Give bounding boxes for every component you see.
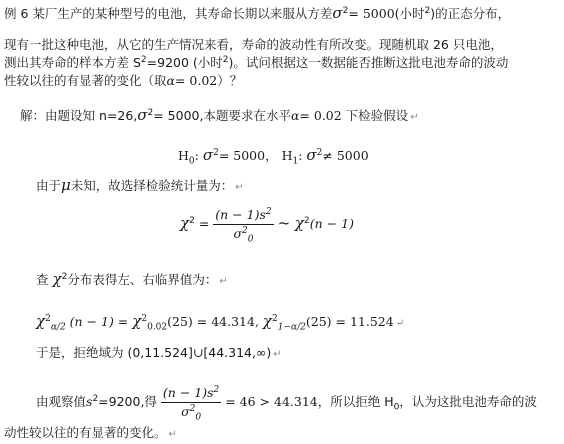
- critical-values: $\chi^2_{\alpha/2}$ $(n - 1) = \chi^2_{0.02}(25) = 44.314$, $\chi^2_{1-\alpha/2}(25) = 11.524$ ↵: [36, 312, 405, 333]
- mu-unknown-line: 由于μ未知，故选择检验统计量为： ↵: [36, 176, 244, 194]
- conclusion-line: 动性较以往的有显著的变化。 ↵: [4, 425, 177, 440]
- problem-line-4: 性较以往的有显著的变化（取α= 0.02）？: [4, 73, 243, 88]
- solution-intro: 解：由题设知 $n=26,\sigma^2= 5000$,本题要求在水平α= 0.02 下检验假设 ↵: [20, 106, 419, 124]
- return-mark: ↵: [410, 112, 419, 123]
- test-statistic-formula: $\chi^2$ = $\frac{(n - 1)s^2}{\sigma^2_0}$ ~ $\chi^2(n - 1)$: [180, 206, 354, 245]
- rejection-region: 于是，拒绝域为 (0,11.524]∪[44.314,∞) ↵: [36, 345, 282, 360]
- problem-line-2: 现有一批这种电池，从它的生产情况来看，寿命的波动性有所改变。现随机取 26 只电池，: [4, 37, 503, 52]
- statistic-fraction: $\frac{(n - 1)s^2}{\sigma^2_0}$: [215, 206, 272, 245]
- observed-fraction: $\frac{(n - 1)s^2}{\sigma^2_0}$: [162, 384, 220, 423]
- observed-value-line: 由观察值$s^2=9200$,得 $\frac{(n - 1)s^2}{\sigma^2_0}$ = 46 > 44.314，所以拒绝 $H_0$，认为这批电池寿命的波: [36, 384, 537, 423]
- lookup-line: 查 $\chi^2$分布表得左、右临界值为： ↵: [36, 270, 228, 288]
- problem-line-1: 例 6 某厂生产的某种型号的电池，其寿命长期以来服从方差$\sigma^2= 5000$(小时$^2$)的正态分布，: [4, 4, 511, 22]
- hypotheses: $H_0$: $\sigma^2= 5000$， $H_1$: $\sigma^2\ne 5000$: [178, 146, 369, 167]
- problem-line-3: 测出其寿命的样本方差 $S^2=9200$ (小时$^2$)。试问根据这一数据能否推断这批电池寿命的波动: [4, 54, 509, 70]
